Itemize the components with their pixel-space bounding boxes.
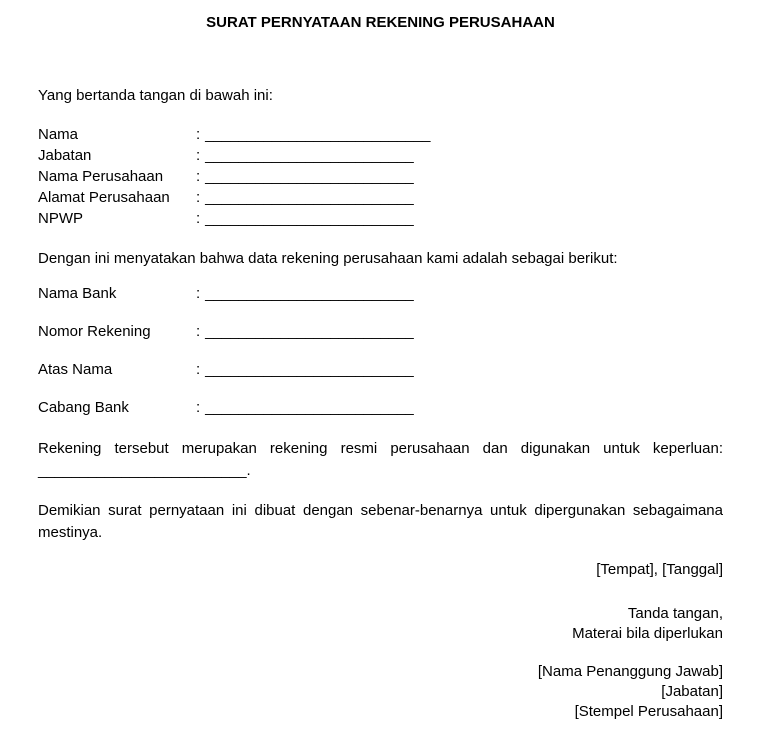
blank-line: _________________________ bbox=[205, 361, 414, 378]
materai-note: Materai bila diperlukan bbox=[572, 625, 723, 642]
field-label: NPWP bbox=[38, 210, 83, 227]
field-label: Nama Bank bbox=[38, 285, 117, 302]
purpose-paragraph bbox=[38, 438, 723, 482]
account-fields bbox=[38, 283, 723, 418]
statement-text: Dengan ini menyatakan bahwa data rekening perusahaan kami adalah sebagai berikut: bbox=[38, 250, 618, 267]
responsible-name-placeholder: [Nama Penanggung Jawab] bbox=[537, 663, 723, 680]
purpose-text: Rekening tersebut merupakan rekening resmi perusahaan dan digunakan untuk keperluan: bbox=[38, 440, 723, 457]
field-row-jabatan bbox=[38, 145, 723, 166]
sign-group bbox=[38, 604, 723, 644]
company-stamp-placeholder: [Stempel Perusahaan] bbox=[574, 703, 723, 720]
blank-line: _________________________ bbox=[205, 399, 414, 416]
field-label: Nama Perusahaan bbox=[38, 168, 164, 185]
colon-separator: : bbox=[196, 285, 201, 302]
blank-line: _________________________ bbox=[205, 210, 414, 227]
identity-group bbox=[38, 662, 723, 722]
blank-line: _________________________ bbox=[205, 285, 414, 302]
field-row-alamat-perusahaan bbox=[38, 187, 723, 208]
field-label: Nomor Rekening bbox=[38, 323, 151, 340]
colon-separator: : bbox=[196, 210, 201, 227]
signatory-fields bbox=[38, 124, 723, 229]
field-row-nomor-rekening bbox=[38, 321, 723, 342]
blank-line: _________________________ bbox=[205, 189, 414, 206]
position-placeholder: [Jabatan] bbox=[661, 683, 723, 700]
field-label: Jabatan bbox=[38, 147, 92, 164]
field-row-nama bbox=[38, 124, 723, 145]
colon-separator: : bbox=[196, 361, 201, 378]
field-label: Alamat Perusahaan bbox=[38, 189, 170, 206]
blank-line: _________________________ bbox=[205, 147, 414, 164]
field-label: Nama bbox=[38, 126, 79, 143]
signature-label: Tanda tangan, bbox=[627, 605, 723, 622]
closing-paragraph: Demikian surat pernyataan ini dibuat dengan sebenar-benarnya untuk dipergunakan sebagaimana mestinya. bbox=[38, 502, 723, 541]
blank-line: _________________________ bbox=[205, 168, 414, 185]
field-row-atas-nama bbox=[38, 359, 723, 380]
colon-separator: : bbox=[196, 189, 201, 206]
intro-text: Yang bertanda tangan di bawah ini: bbox=[38, 87, 273, 104]
colon-separator: : bbox=[196, 323, 201, 340]
blank-line: _________________________ bbox=[205, 323, 414, 340]
document-title: SURAT PERNYATAAN REKENING PERUSAHAAN bbox=[206, 14, 555, 31]
blank-line: ___________________________ bbox=[205, 126, 431, 143]
colon-separator: : bbox=[196, 126, 201, 143]
field-label: Cabang Bank bbox=[38, 399, 129, 416]
colon-separator: : bbox=[196, 168, 201, 185]
colon-separator: : bbox=[196, 147, 201, 164]
field-label: Atas Nama bbox=[38, 361, 113, 378]
field-row-npwp bbox=[38, 208, 723, 229]
field-row-nama-bank bbox=[38, 283, 723, 304]
signature-block bbox=[38, 560, 723, 722]
field-row-nama-perusahaan bbox=[38, 166, 723, 187]
colon-separator: : bbox=[196, 399, 201, 416]
field-row-cabang-bank bbox=[38, 397, 723, 418]
purpose-blank-line: _________________________. bbox=[38, 462, 251, 479]
place-date-text: [Tempat], [Tanggal] bbox=[596, 561, 723, 578]
